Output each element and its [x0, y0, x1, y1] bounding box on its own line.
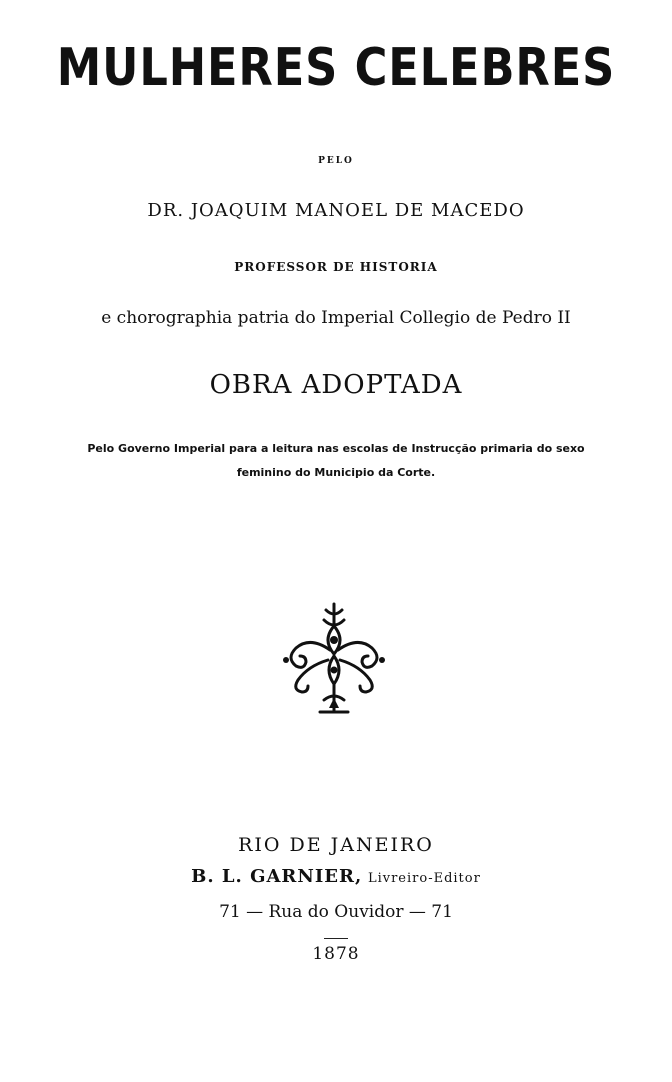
imprint-year: 1878	[312, 944, 360, 964]
publisher-role: Livreiro-Editor	[367, 871, 481, 886]
imprint-publisher	[0, 866, 672, 887]
book-title: MULHERES CELEBRES	[56, 38, 616, 98]
adoption-note-line-2: feminino do Municipio da Corte.	[236, 466, 436, 479]
imprint-divider	[324, 938, 348, 939]
byline: PELO	[318, 156, 354, 166]
imprint-city: RIO DE JANEIRO	[238, 834, 434, 856]
adoption-heading: OBRA ADOPTADA	[209, 370, 463, 400]
adoption-note-line-1: Pelo Governo Imperial para a leitura nas escolas de Instrucção primaria do sexo	[87, 442, 585, 455]
author-name: DR. JOAQUIM MANOEL DE MACEDO	[147, 200, 525, 221]
floral-ornament-icon	[274, 600, 394, 720]
imprint-address: 71 — Rua do Ouvidor — 71	[219, 902, 453, 922]
author-profession: PROFESSOR DE HISTORIA	[234, 260, 438, 274]
publisher-name: B. L. GARNIER,	[191, 866, 363, 887]
author-institution: e chorographia patria do Imperial Collegio de Pedro II	[101, 308, 571, 328]
